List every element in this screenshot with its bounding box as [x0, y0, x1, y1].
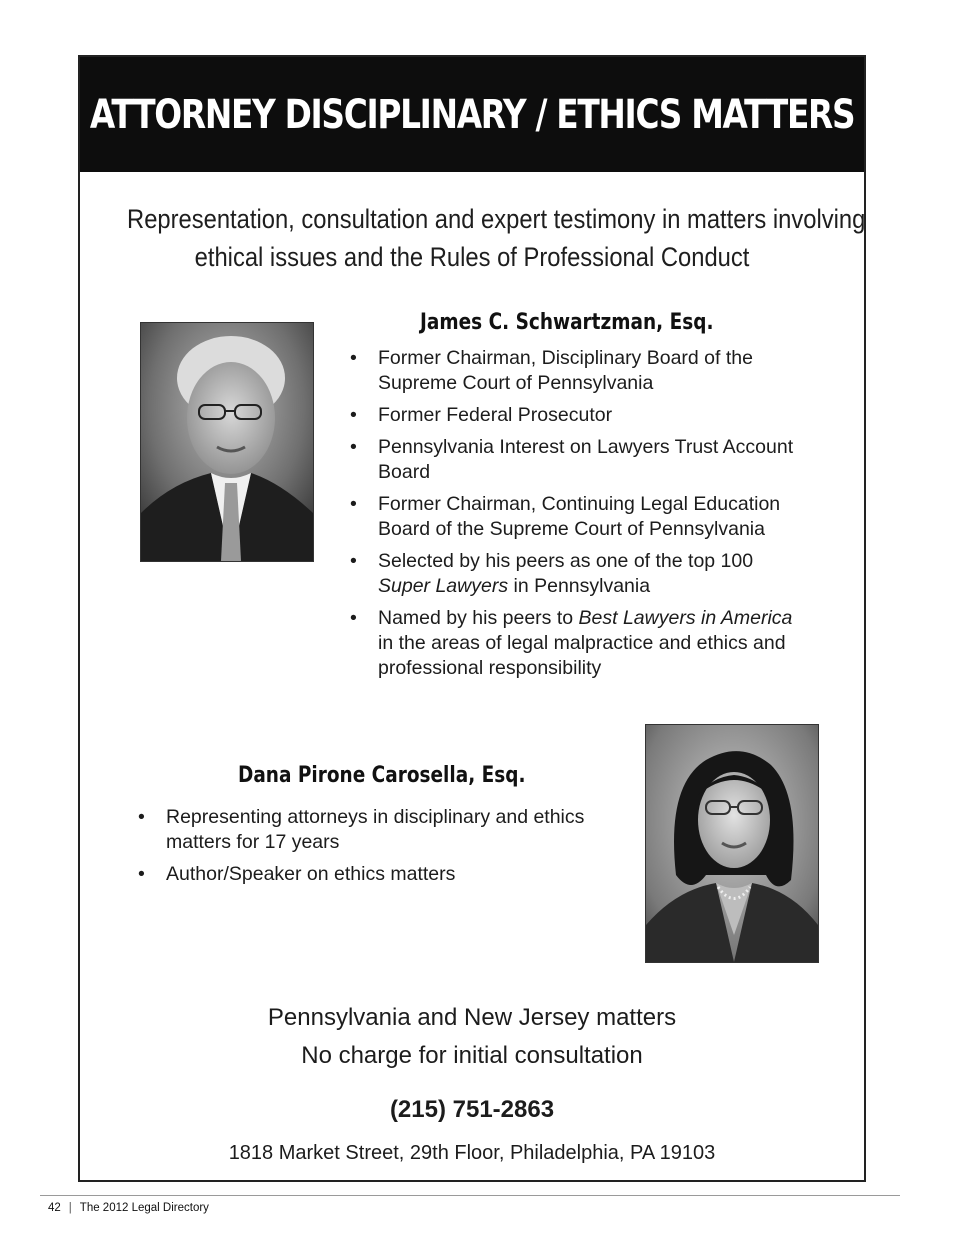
bullet-icon: • — [350, 493, 357, 515]
tagline — [80, 200, 864, 276]
credentials-list-james — [348, 346, 828, 688]
bullet-icon: • — [350, 607, 357, 629]
page-number: 42 — [48, 1202, 61, 1214]
attorney-name-dana: Dana Pirone Carosella, Esq. — [238, 763, 526, 788]
phone-number[interactable]: (215) 751-2863 — [389, 1096, 555, 1123]
page-footer — [48, 1202, 209, 1214]
list-item: • Pennsylvania Interest on Lawyers Trust Account Board — [350, 436, 794, 483]
banner — [80, 57, 864, 172]
credentials-list-dana — [136, 805, 616, 894]
bullet-icon: • — [350, 436, 357, 458]
bullet-icon: • — [350, 347, 357, 369]
publication-title: The 2012 Legal Directory — [79, 1202, 209, 1214]
tagline-line-2: ethical issues and the Rules of Professional Conduct — [194, 242, 750, 272]
address: 1818 Market Street, 29th Floor, Philadelphia, PA 19103 — [228, 1142, 716, 1164]
list-item: • Selected by his peers as one of the top 100 Super Lawyers in Pennsylvania — [350, 550, 754, 597]
bullet-icon: • — [350, 550, 357, 572]
attorney-photo-dana — [645, 724, 819, 963]
page-divider — [40, 1195, 900, 1196]
list-item: • Former Chairman, Continuing Legal Education Board of the Supreme Court of Pennsylvania — [350, 493, 781, 540]
bullet-icon: • — [138, 863, 145, 885]
tagline-line-1: Representation, consultation and expert testimony in matters involving — [127, 204, 866, 234]
list-item: • Representing attorneys in disciplinary and ethics matters for 17 years — [138, 806, 585, 853]
bullet-icon: • — [138, 806, 145, 828]
banner-title: ATTORNEY DISCIPLINARY / ETHICS MATTERS — [89, 91, 855, 138]
list-item: • Named by his peers to Best Lawyers in America in the areas of legal malpractice and ethics and professional responsibility — [350, 607, 793, 679]
advertisement — [78, 55, 866, 1182]
attorney-name-james: James C. Schwartzman, Esq. — [420, 310, 714, 335]
list-item: • Former Chairman, Disciplinary Board of the Supreme Court of Pennsylvania — [350, 347, 753, 394]
bullet-icon: • — [350, 404, 357, 426]
list-item: • Former Federal Prosecutor — [350, 404, 613, 426]
attorney-photo-james — [140, 322, 314, 562]
list-item: • Author/Speaker on ethics matters — [138, 863, 456, 885]
footer-separator: | — [68, 1202, 72, 1214]
consultation-text: No charge for initial consultation — [301, 1042, 643, 1069]
service-area-text: Pennsylvania and New Jersey matters — [267, 1004, 677, 1031]
